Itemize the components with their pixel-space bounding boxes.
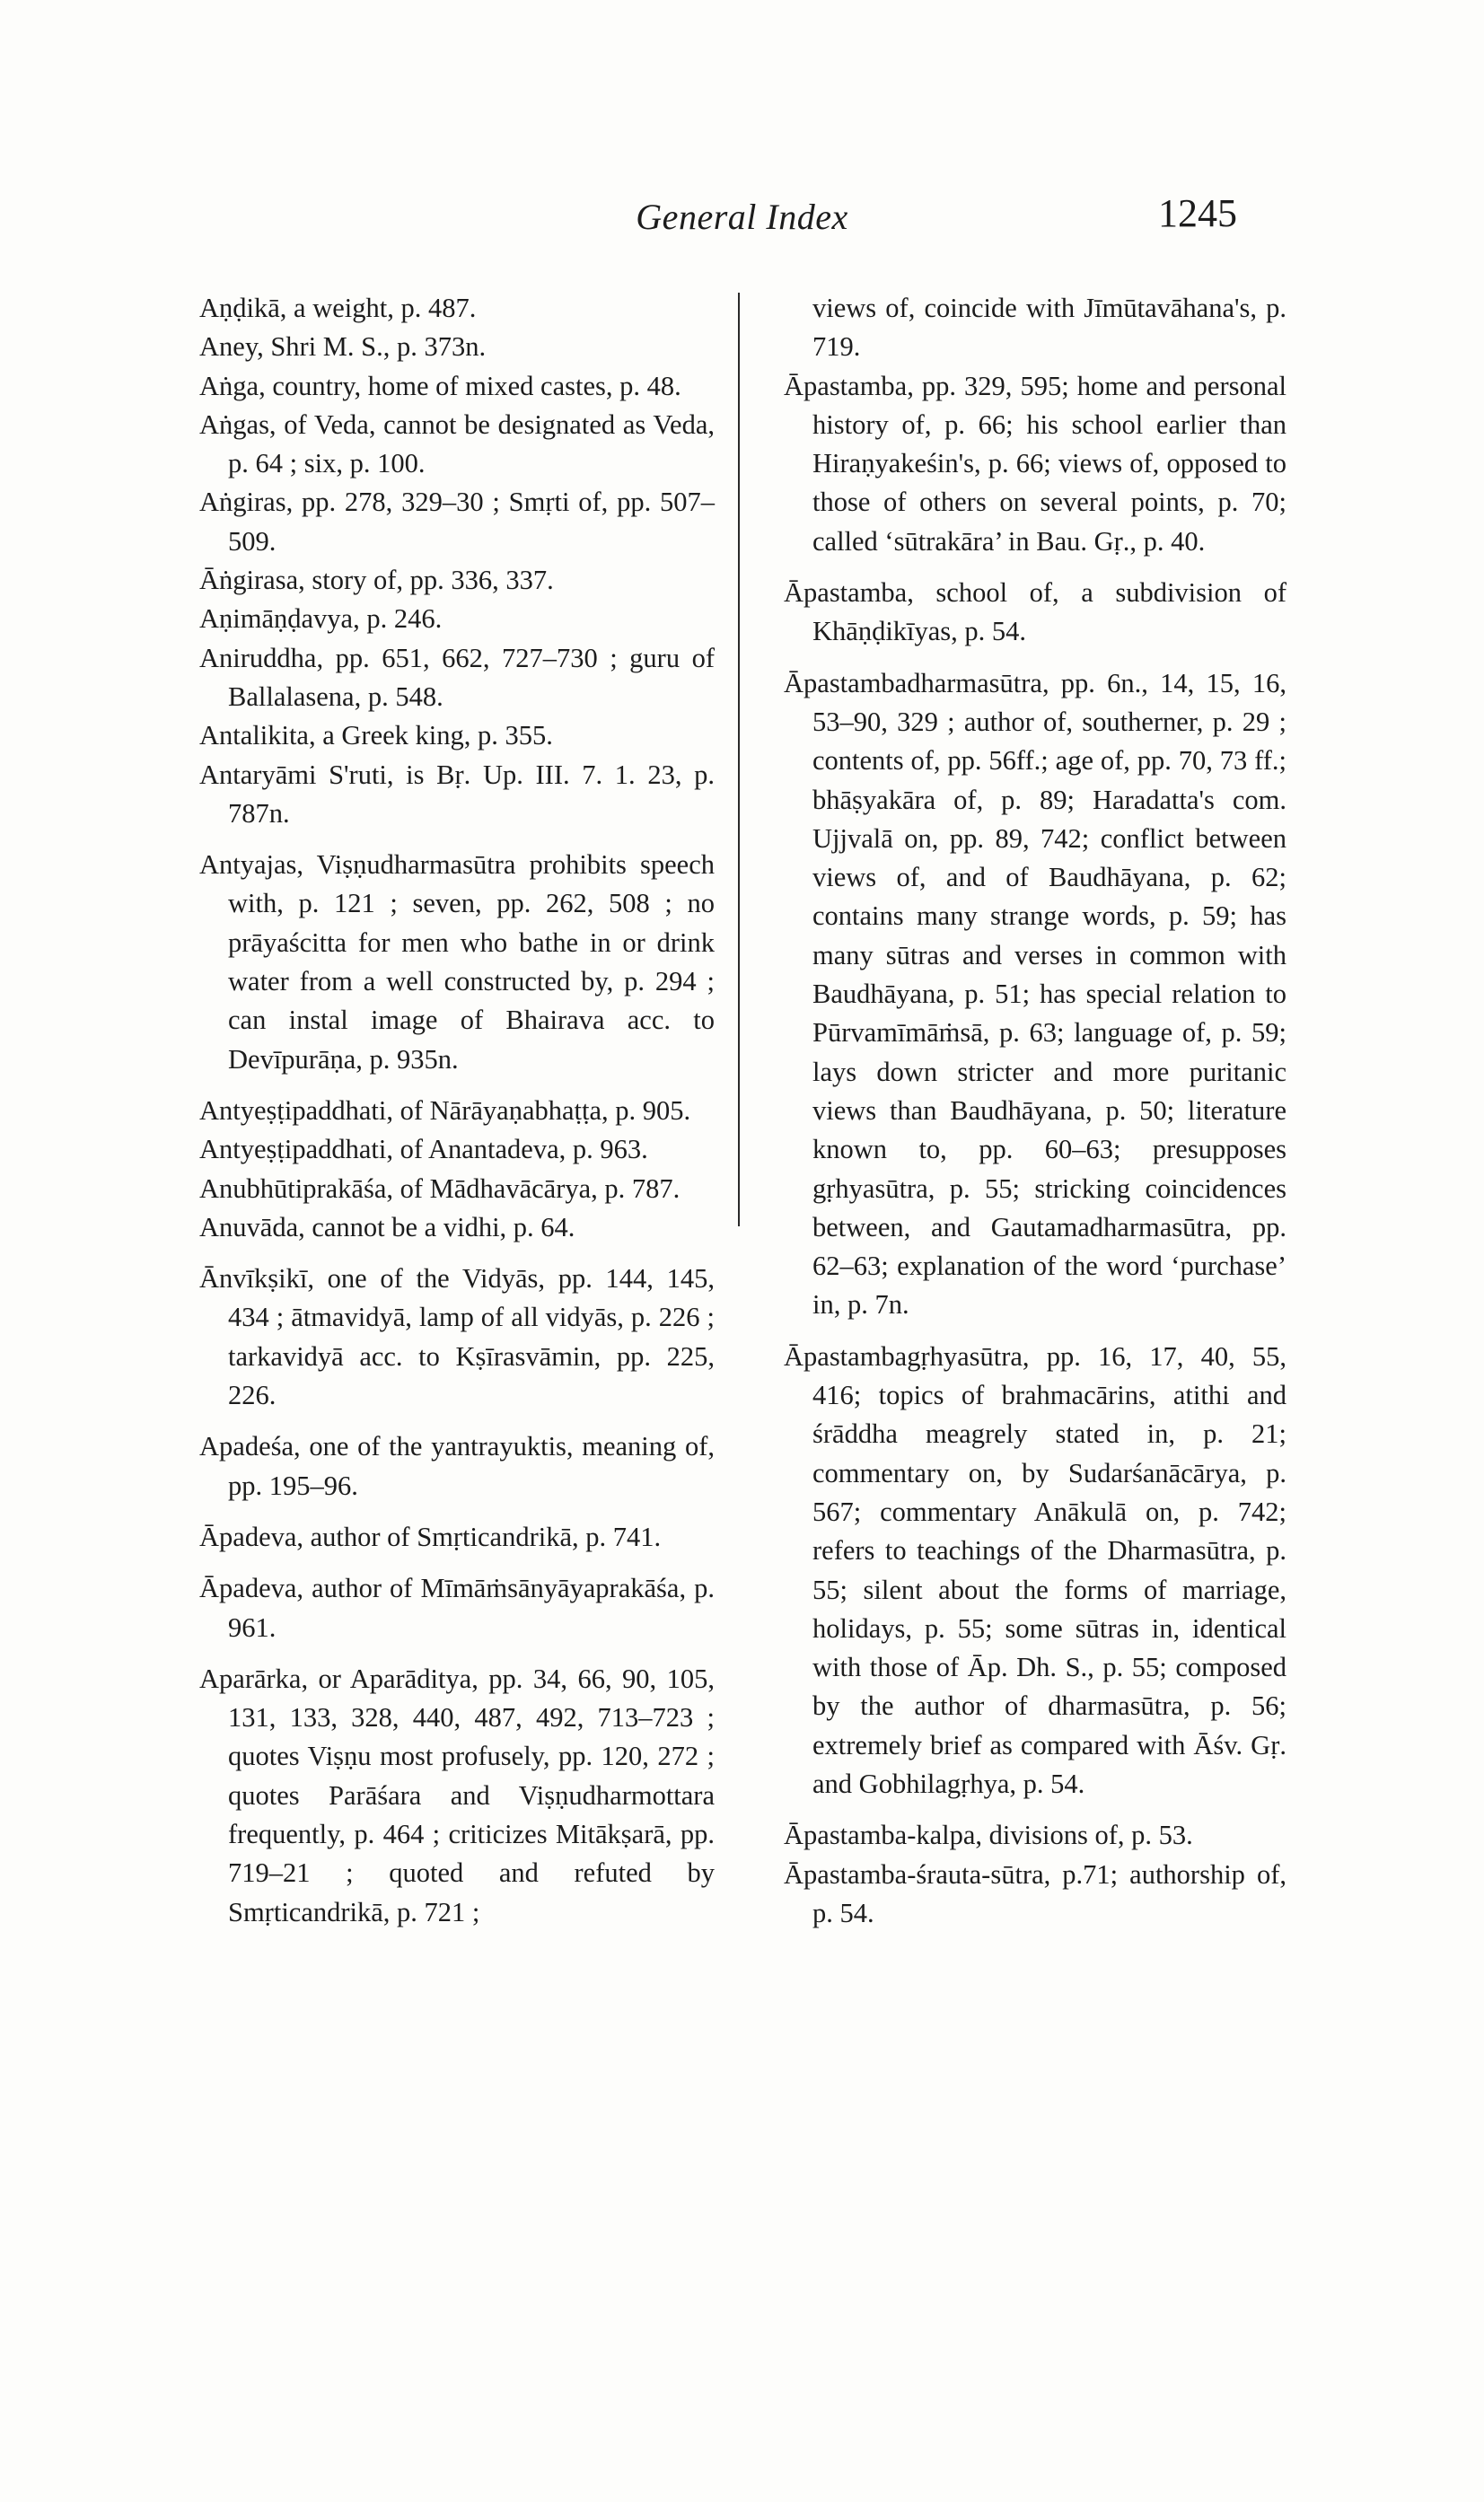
index-entry: Āpastamba, pp. 329, 595; home and personal history of, p. 66; his school earlier than Hiraṇyakeśin's, p. 66; views of, opposed to those of others on several points, p. 70; called ‘sūtrakāra’ in Bau. Gṛ., p. 40.: [784, 370, 1286, 557]
index-entry: Āpastambagṛhyasūtra, pp. 16, 17, 40, 55, 416; topics of brahmacārins, atithi and śrāddha meagrely stated in, p. 21; commentary on, by Sudarśanācārya, p. 567; commentary Anākulā on, p. 742; refers to teachings of the Dharmasūtra, p. 55; silent about the forms of marriage, holidays, p. 55; some sūtras in, identical with those of Āp. Dh. S., p. 55; composed by the author of dharmasūtra, p. 56; extremely brief as compared with Āśv. Gṛ. and Gobhilagṛhya, p. 54.: [784, 1340, 1286, 1799]
index-entry: Āpadeva, author of Mīmāṁsānyāyaprakāśa, p. 961.: [199, 1573, 715, 1643]
index-entry: Aṇimāṇḍavya, p. 246.: [199, 603, 443, 635]
index-entry: Āṅgirasa, story of, pp. 336, 337.: [199, 565, 554, 596]
index-entry: Aparārka, or Aparāditya, pp. 34, 66, 90, 105, 131, 133, 328, 440, 487, 492, 713–723 ; quotes Viṣṇu most profusely, pp. 120, 272 ; quotes Parāśara and Viṣṇudharmottara frequently, p. 464 ; criticizes Mitākṣarā, pp. 719–21 ; quoted and refuted by Smṛticandrikā, p. 721 ;: [199, 1663, 715, 1927]
index-entry: Āpastamba-śrauta-sūtra, p.71; authorship of, p. 54.: [784, 1858, 1286, 1928]
index-entry: Aṇḍikā, a weight, p. 487.: [199, 293, 477, 323]
left-index-column: [199, 289, 715, 1932]
index-entry: Antyeṣṭipaddhati, of Nārāyaṇabhaṭṭa, p. 905.: [199, 1094, 691, 1126]
index-entry: Aney, Shri M. S., p. 373n.: [199, 331, 487, 363]
page-header-title: General Index: [636, 197, 848, 237]
index-entry: Āpastambadharmasūtra, pp. 6n., 14, 15, 16, 53–90, 329 ; author of, southerner, p. 29 ; contents of, pp. 56ff.; age of, pp. 70, 73 ff.; bhāṣyakāra of, p. 89; Haradatta's com. Ujjvalā on, pp. 89, 742; conflict between views of, and of Baudhāyana, p. 62; contains many strange words, p. 59; has many sūtras and verses in common with Baudhāyana, p. 51; has special relation to Pūrvamīmāṁsā, p. 63; language of, p. 59; lays down stricter and more puritanic views than Baudhāyana, p. 50; literature known to, pp. 60–63; presupposes gṛhyasūtra, p. 55; stricking coincidences between, and Gautamadharmasūtra, pp. 62–63; explanation of the word ‘purchase’ in, p. 7n.: [784, 667, 1286, 1321]
index-entry: Aṅgas, of Veda, cannot be designated as Veda, p. 64 ; six, p. 100.: [199, 408, 715, 479]
index-entry: Apadeśa, one of the yantrayuktis, meaning of, pp. 195–96.: [199, 1431, 715, 1501]
index-entry: Aṅga, country, home of mixed castes, p. 48.: [199, 370, 681, 401]
index-entry: Āpadeva, author of Smṛticandrikā, p. 741.: [199, 1521, 662, 1552]
page-number: 1245: [1158, 191, 1237, 235]
index-entry: Anuvāda, cannot be a vidhi, p. 64.: [199, 1211, 575, 1242]
index-entry: Aṅgiras, pp. 278, 329–30 ; Smṛti of, pp. 507–509.: [199, 487, 715, 557]
index-entry: views of, coincide with Jīmūtavāhana's, p. 719.: [812, 293, 1286, 363]
right-index-column: [784, 289, 1286, 1933]
index-entry: Antyeṣṭipaddhati, of Anantadeva, p. 963.: [199, 1134, 648, 1165]
index-entry: Ānvīkṣikī, one of the Vidyās, pp. 144, 145, 434 ; ātmavidyā, lamp of all vidyās, p. 226 ; tarkavidyā acc. to Kṣīrasvāmin, pp. 225, 226.: [199, 1263, 715, 1411]
index-entry: Āpastamba-kalpa, divisions of, p. 53.: [784, 1820, 1193, 1851]
index-entry: Āpastamba, school of, a subdivision of Khāṇḍikīyas, p. 54.: [784, 577, 1286, 647]
index-entry: Anubhūtiprakāśa, of Mādhavācārya, p. 787.: [199, 1172, 681, 1204]
index-entry: Antaryāmi S'ruti, is Bṛ. Up. III. 7. 1. 23, p. 787n.: [199, 759, 715, 829]
index-entry: Antyajas, Viṣṇudharmasūtra prohibits speech with, p. 121 ; seven, pp. 262, 508 ; no prāyaścitta for men who bathe in or drink water from a well constructed by, p. 294 ; can instal image of Bhairava acc. to Devīpurāṇa, p. 935n.: [199, 849, 715, 1075]
index-entry: Aniruddha, pp. 651, 662, 727–730 ; guru of Ballalasena, p. 548.: [199, 642, 715, 712]
column-divider: [738, 293, 740, 1226]
index-entry: Antalikita, a Greek king, p. 355.: [199, 720, 553, 751]
